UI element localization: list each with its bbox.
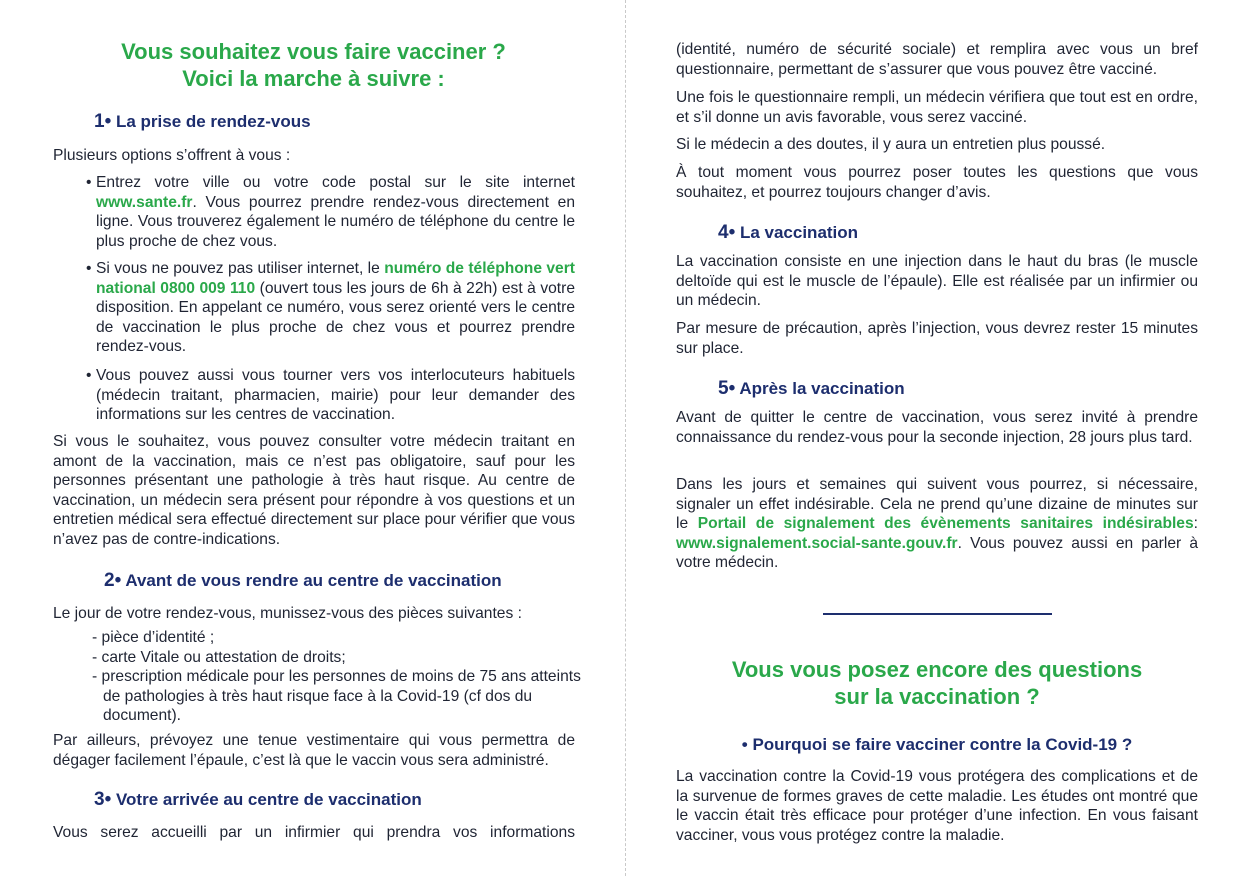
questionnaire-paragraph: Une fois le questionnaire rempli, un médecin vérifiera que tout est en ordre, et s’il donne un avis favorable, vous serez vacciné. <box>676 89 1198 126</box>
list-item: • Si vous ne pouvez pas utiliser internet, le numéro de téléphone vert national 0800 009 110 (ouvert tous les jours de 6h à 22h) est à votre disposition. En appelant ce numéro, vous serez orienté vers le centre de vaccination le plus proche de chez vous et pourrez prendre rendez-vous. <box>86 260 575 356</box>
page-fold-divider <box>625 0 626 876</box>
list-item: • Entrez votre ville ou votre code postal sur le site internet www.sante.fr. Vous pourrez prendre rendez-vous directement en ligne. Vous trouverez également le numéro de téléphone du centre le plus proche de chez vous. <box>86 174 575 250</box>
section-2-intro: Le jour de votre rendez-vous, munissez-vous des pièces suivantes : <box>53 605 522 622</box>
faq-heading: • Pourquoi se faire vacciner contre la Covid-19 ? <box>741 735 1133 754</box>
section-1-intro: Plusieurs options s’offrent à vous : <box>53 147 291 164</box>
section-4-paragraph-2: Par mesure de précaution, après l’injection, vous devrez rester 15 minutes sur place. <box>676 320 1198 357</box>
phone-number-link[interactable]: numéro de téléphone vert national 0800 009 110 <box>96 260 575 297</box>
questions-title: Vous vous posez encore des questions sur la vaccination ? <box>731 657 1143 709</box>
section-3-continued: (identité, numéro de sécurité sociale) et remplira avec vous un bref questionnaire, permettant de s’assurer que vous pouvez être vacciné. <box>676 41 1198 78</box>
main-title: Vous souhaitez vous faire vacciner ? Voici la marche à suivre : <box>121 39 506 91</box>
signalement-portal-link[interactable]: Portail de signalement des évènements sanitaires indésirables <box>697 515 1194 533</box>
section-5-heading: 5• Après la vaccination <box>718 378 905 399</box>
section-1-paragraph: Si vous le souhaitez, vous pouvez consulter votre médecin traitant en amont de la vaccination, mais ce n’est pas obligatoire, sauf pour les personnes présentant une pathologie à très haut risque. Au centre de vaccination, un médecin sera présent pour répondre à vos questions et un entretien médical sera effectué directement sur place pour vérifier que vous n’avez pas de contre-indications. <box>53 433 575 548</box>
list-item: - carte Vitale ou attestation de droits; <box>92 649 346 666</box>
section-3-paragraph: Vous serez accueilli par un infirmier qui prendra vos informations <box>53 824 575 841</box>
list-item: - pièce d’identité ; <box>92 629 215 646</box>
list-item: - prescription médicale pour les personnes de moins de 75 ans atteints de pathologies à très haut risque face à la Covid-19 (cf dos du document). <box>92 668 581 725</box>
section-2-heading: 2• Avant de vous rendre au centre de vaccination <box>104 570 502 591</box>
list-item: • Vous pouvez aussi vous tourner vers vos interlocuteurs habituels (médecin traitant, pharmacien, mairie) pour leur demander des informations sur les centres de vaccination. <box>86 367 575 424</box>
section-4-heading: 4• La vaccination <box>718 222 859 243</box>
section-2-paragraph: Par ailleurs, prévoyez une tenue vestimentaire qui vous permettra de dégager facilement l’épaule, c’est là que le vaccin vous sera administré. <box>53 732 575 769</box>
signalement-url-link[interactable]: www.signalement.social-sante.gouv.fr <box>676 534 958 552</box>
section-1-heading: 1• La prise de rendez-vous <box>94 111 311 132</box>
right-page <box>627 0 1247 876</box>
section-5-paragraph-2: Dans les jours et semaines qui suivent vous pourrez, si nécessaire, signaler un effet indésirable. Cela ne prend qu’une dizaine de minutes sur le Portail de signalement des évènements sanitaires indésirables: www.signalement.social-sante.gouv.fr. Vous pouvez aussi en parler à votre médecin. <box>676 476 1198 572</box>
sante-link[interactable]: www.sante.fr <box>96 193 193 211</box>
faq-answer: La vaccination contre la Covid-19 vous protégera des complications et de la survenue de formes graves de cette maladie. Les études ont montré que le vaccin était très efficace pour protéger d’une infection. En vous faisant vacciner, vous vous protégez contre la maladie. <box>676 768 1198 844</box>
section-3-heading: 3• Votre arrivée au centre de vaccination <box>94 789 422 810</box>
section-4-paragraph-1: La vaccination consiste en une injection dans le haut du bras (le muscle deltoïde qui est le muscle de l’épaule). Elle est réalisée par un infirmier ou un médecin. <box>676 253 1198 310</box>
section-5-paragraph-1: Avant de quitter le centre de vaccination, vous serez invité à prendre connaissance du rendez-vous pour la seconde injection, 28 jours plus tard. <box>676 409 1198 446</box>
doubts-paragraph: Si le médecin a des doutes, il y aura un entretien plus poussé. <box>676 136 1106 153</box>
questions-paragraph: À tout moment vous pourrez poser toutes les questions que vous souhaitez, et pourrez toujours changer d’avis. <box>676 164 1198 201</box>
section-divider <box>823 613 1052 615</box>
